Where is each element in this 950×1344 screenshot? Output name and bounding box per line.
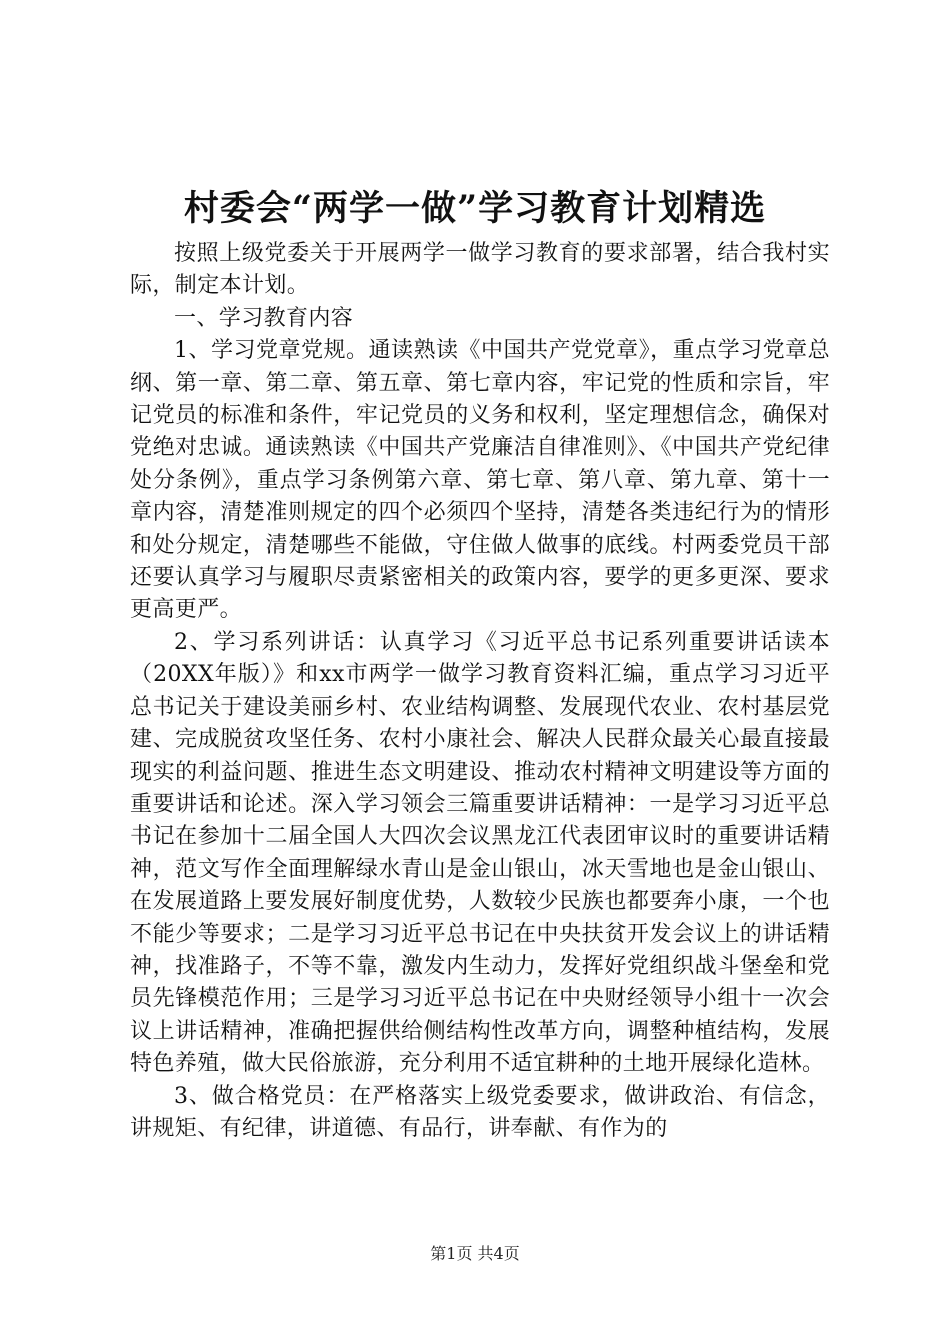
paragraph-speeches: 2、学习系列讲话：认真学习《习近平总书记系列重要讲话读本（20XX年版）》和xx市两学一做学习教育资料汇编，重点学习习近平总书记关于建设美丽乡村、农业结构调整、发展现代农业、农村基层党建、完成脱贫攻坚任务、农村小康社会、解决人民群众最关心最直接最现实的利益问题、推进生态文明建设、推动农村精神文明建设等方面的重要讲话和论述。深入学习领会三篇重要讲话精神：一是学习习近平总书记在参加十二届全国人大四次会议黑龙江代表团审议时的重要讲话精神，范文写作全面理解绿水青山是金山银山，冰天雪地也是金山银山、在发展道路上要发展好制度优势，人数较少民族也都要奔小康，一个也不能少等要求；二是学习习近平总书记在中央扶贫开发会议上的讲话精神，找准路子，不等不靠，激发内生动力，发挥好党组织战斗堡垒和党员先锋模范作用；三是学习习近平总书记在中央财经领导小组十一次会议上讲话精神，准确把握供给侧结构性改革方向，调整种植结构，发展特色养殖，做大民俗旅游，充分利用不适宜耕种的土地开展绿化造林。 (130, 629, 830, 1077)
paragraph-qualified-member: 3、做合格党员：在严格落实上级党委要求，做讲政治、有信念，讲规矩、有纪律，讲道德、有品行，讲奉献、有作为的 (130, 1083, 830, 1141)
paragraph-party-rules: 1、学习党章党规。通读熟读《中国共产党党章》，重点学习党章总纲、第一章、第二章、第五章、第七章内容，牢记党的性质和宗旨，牢记党员的标准和条件，牢记党员的义务和权利，坚定理想信念，确保对党绝对忠诚。通读熟读《中国共产党廉洁自律准则》、《中国共产党纪律处分条例》，重点学习条例第六章、第七章、第八章、第九章、第十一章内容，清楚准则规定的四个必须四个坚持，清楚各类违纪行为的情形和处分规定，清楚哪些不能做，守住做人做事的底线。村两委党员干部还要认真学习与履职尽责紧密相关的政策内容，要学的更多更深、要求更高更严。 (130, 338, 830, 623)
section-heading-content: 一、学习教育内容 (174, 305, 354, 331)
page-number-footer: 第1页 共4页 (430, 1244, 520, 1263)
document-title: 村委会“两学一做”学习教育计划精选 (183, 188, 767, 229)
paragraph-intro: 按照上级党委关于开展两学一做学习教育的要求部署，结合我村实际，制定本计划。 (130, 241, 830, 299)
document-body (130, 238, 830, 1145)
